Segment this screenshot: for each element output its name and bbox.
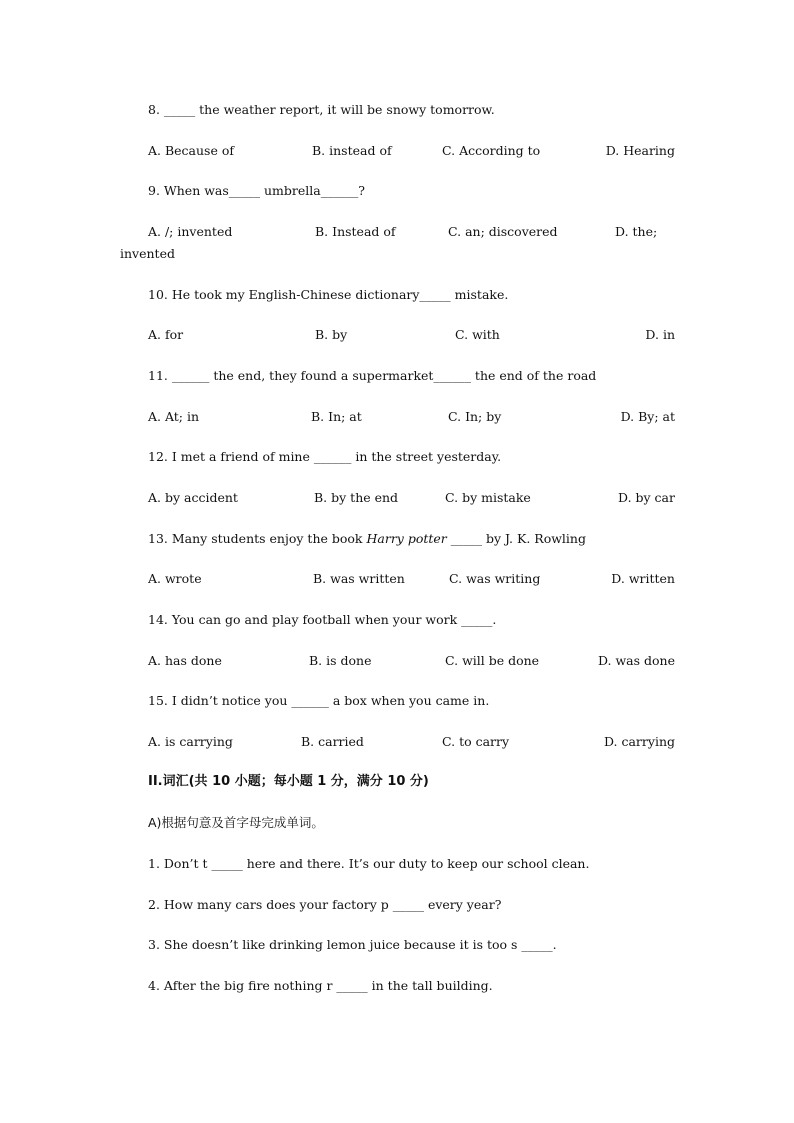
option-c: C. with [455, 327, 500, 342]
option-c: C. to carry [442, 734, 510, 749]
option-c: C. was writing [449, 571, 541, 586]
question-15: 15. I didn’t notice you ______ a box when you came in. [148, 693, 490, 708]
question-11-options [148, 409, 675, 425]
option-d: D. Hearing [605, 143, 675, 158]
vocab-item-3: 3. She doesn’t like drinking lemon juice because it is too s _____. [148, 937, 557, 952]
option-a: A. /; invented [148, 224, 233, 239]
option-d: D. By; at [620, 409, 675, 424]
question-13-pre: 13. Many students enjoy the book [148, 531, 367, 546]
option-a: A. At; in [148, 409, 200, 424]
question-15-options [148, 734, 675, 750]
option-d: D. the; [615, 224, 658, 239]
question-9: 9. When was_____ umbrella______? [148, 183, 365, 198]
question-10: 10. He took my English-Chinese dictionary_____ mistake. [148, 287, 509, 302]
vocab-item-2: 2. How many cars does your factory p _____ every year? [148, 897, 502, 912]
vocab-item-4: 4. After the big fire nothing r _____ in the tall building. [148, 978, 493, 993]
option-a: A. by accident [148, 490, 238, 505]
option-a: A. has done [148, 653, 222, 668]
option-d: D. written [611, 571, 675, 586]
option-b: B. In; at [311, 409, 362, 424]
option-c: C. by mistake [445, 490, 531, 505]
option-c: C. will be done [445, 653, 540, 668]
option-d: D. was done [597, 653, 675, 668]
section-heading: II.词汇(共 10 小题；每小题 1 分，满分 10 分) [148, 774, 429, 789]
section-instruction: A)根据句意及首字母完成单词。 [148, 815, 324, 830]
option-b: B. by [315, 327, 348, 342]
option-c: C. According to [442, 143, 541, 158]
vocab-item-1: 1. Don’t t _____ here and there. It’s our duty to keep our school clean. [148, 856, 590, 871]
question-12: 12. I met a friend of mine ______ in the street yesterday. [148, 449, 502, 464]
option-a: A. for [148, 327, 184, 342]
question-8: 8. _____ the weather report, it will be snowy tomorrow. [148, 102, 495, 117]
option-d: D. carrying [603, 734, 675, 749]
option-d-wrap: invented [120, 246, 175, 261]
question-10-options [148, 327, 675, 343]
option-b: B. Instead of [315, 224, 396, 239]
option-a: A. is carrying [148, 734, 233, 749]
question-12-options [148, 490, 675, 506]
question-14-options [148, 653, 675, 669]
option-b: B. by the end [314, 490, 399, 505]
question-9-options [148, 224, 675, 240]
option-c: C. In; by [448, 409, 502, 424]
option-c: C. an; discovered [448, 224, 558, 239]
option-d: D. by car [618, 490, 675, 505]
question-11: 11. ______ the end, they found a supermarket______ the end of the road [148, 368, 597, 383]
question-13 [148, 531, 586, 547]
option-a: A. wrote [148, 571, 202, 586]
option-b: B. instead of [312, 143, 392, 158]
option-d: D. in [645, 327, 675, 342]
book-title: Harry potter [366, 531, 447, 546]
question-13-options [148, 571, 675, 587]
question-8-options [148, 143, 675, 159]
question-13-post: _____ by J. K. Rowling [446, 531, 586, 546]
option-a: A. Because of [148, 143, 234, 158]
option-b: B. was written [313, 571, 405, 586]
question-14: 14. You can go and play football when your work _____. [148, 612, 497, 627]
option-b: B. is done [309, 653, 372, 668]
option-b: B. carried [301, 734, 364, 749]
